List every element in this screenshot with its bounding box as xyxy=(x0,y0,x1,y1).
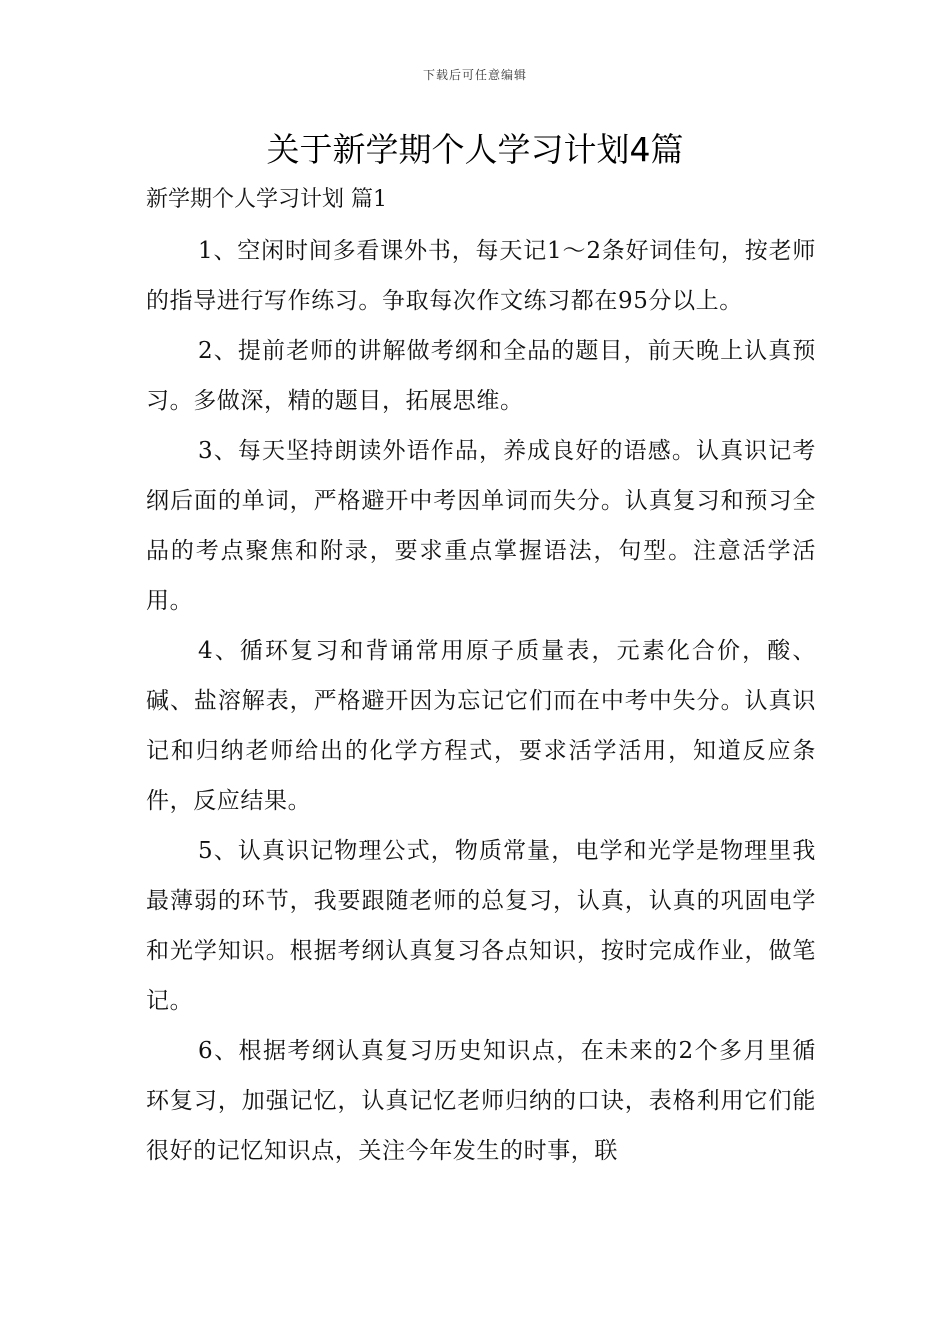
document-title: 关于新学期个人学习计划4篇 xyxy=(266,130,684,169)
document-body xyxy=(146,226,816,1176)
section-subtitle: 新学期个人学习计划 篇1 xyxy=(146,187,387,212)
paragraph-5: 5、认真识记物理公式，物质常量，电学和光学是物理里我最薄弱的环节，我要跟随老师的总复习，认真，认真的巩固电学和光学知识。根据考纲认真复习各点知识，按时完成作业，做笔记。 xyxy=(146,838,816,1014)
paragraph-6: 6、根据考纲认真复习历史知识点，在未来的2个多月里循环复习，加强记忆，认真记忆老师归纳的口诀，表格利用它们能很好的记忆知识点，关注今年发生的时事，联 xyxy=(146,1038,816,1164)
paragraph-1: 1、空闲时间多看课外书，每天记1～2条好词佳句，按老师的指导进行写作练习。争取每次作文练习都在95分以上。 xyxy=(146,238,816,314)
header-note: 下载后可任意编辑 xyxy=(422,68,527,82)
paragraph-2: 2、提前老师的讲解做考纲和全品的题目，前天晚上认真预习。多做深，精的题目，拓展思维。 xyxy=(146,338,816,414)
paragraph-3: 3、每天坚持朗读外语作品，养成良好的语感。认真识记考纲后面的单词，严格避开中考因单词而失分。认真复习和预习全品的考点聚焦和附录，要求重点掌握语法，句型。注意活学活用。 xyxy=(146,438,816,614)
paragraph-4: 4、循环复习和背诵常用原子质量表，元素化合价，酸、碱、盐溶解表，严格避开因为忘记它们而在中考中失分。认真识记和归纳老师给出的化学方程式，要求活学活用，知道反应条件，反应结果。 xyxy=(146,638,816,814)
